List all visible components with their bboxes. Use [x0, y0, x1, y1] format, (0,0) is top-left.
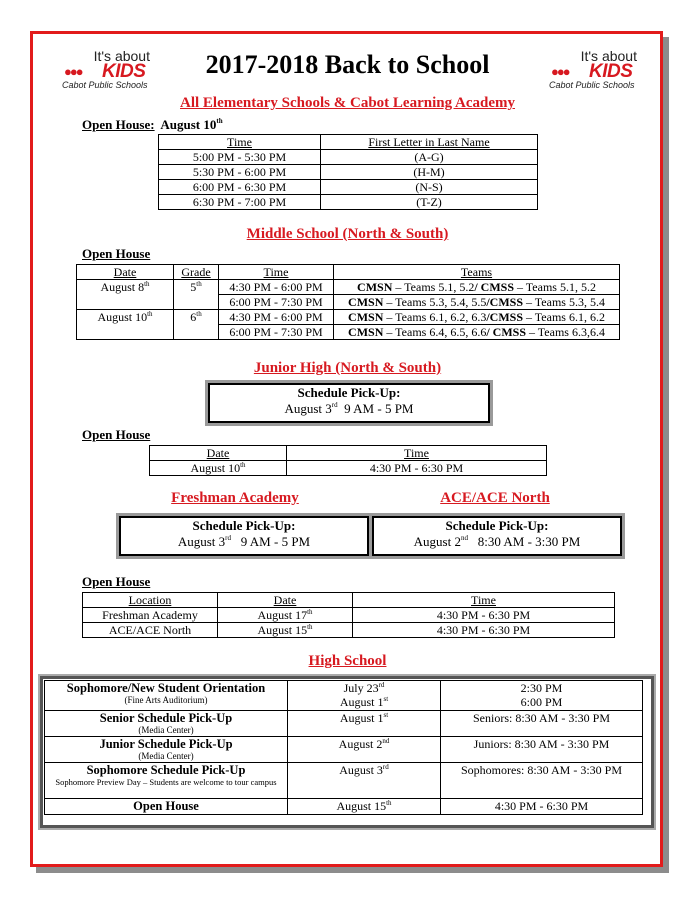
ace-heading: ACE/ACE North [440, 490, 550, 506]
table-row: 6:00 PM - 7:30 PM CMSN – Teams 6.4, 6.5, 6.6/ CMSS – Teams 6.3,6.4 [77, 325, 620, 340]
freshman-academy-heading: Freshman Academy [171, 490, 299, 506]
table-row: Sophomore/New Student Orientation (Fine Arts Auditorium) July 23rd August 1st 2:30 PM 6:00 PM [45, 681, 643, 711]
table-row: Junior Schedule Pick-Up (Media Center) August 2nd Juniors: 8:30 AM - 3:30 PM [45, 737, 643, 763]
junior-high-heading: Junior High (North & South) [253, 360, 442, 376]
middle-open-house-label: Open House [82, 246, 151, 261]
fa-open-house-table: Location Date Time Freshman Academy August 17th 4:30 PM - 6:30 PM ACE/ACE North August 15th 4:30 PM - 6:30 PM [82, 592, 615, 638]
table-row: Senior Schedule Pick-Up (Media Center) August 1st Seniors: 8:30 AM - 3:30 PM [45, 711, 643, 737]
table-row: Freshman Academy August 17th 4:30 PM - 6:30 PM [83, 608, 615, 623]
table-row: ACE/ACE North August 15th 4:30 PM - 6:30 PM [83, 623, 615, 638]
elementary-open-house: Open House: August 10th [82, 117, 223, 132]
kids-figures-icon: ●●● [551, 64, 569, 79]
freshman-pickup-box: Schedule Pick-Up: August 3rd 9 AM - 5 PM [119, 516, 369, 556]
table-row: 6:00 PM - 7:30 PM CMSN – Teams 5.3, 5.4, 5.5/CMSS – Teams 5.3, 5.4 [77, 295, 620, 310]
table-row: 5:30 PM - 6:00 PM (H-M) [159, 165, 538, 180]
elementary-table: Time First Letter in Last Name 5:00 PM - 5:30 PM (A-G) 5:30 PM - 6:00 PM (H-M) 6:00 PM - 6:30 PM (N-S) 6:30 PM - 7:00 PM (T-Z) [158, 134, 538, 210]
page-title: 2017-2018 Back to School [205, 50, 490, 79]
table-row: August 10th 4:30 PM - 6:30 PM [150, 461, 547, 476]
kids-figures-icon: ●●● [64, 64, 82, 79]
cabot-logo-right: It's about ●●● KIDS Cabot Public Schools [549, 48, 637, 90]
table-row: August 10th 6th 4:30 PM - 6:00 PM CMSN – Teams 6.1, 6.2, 6.3/CMSS – Teams 6.1, 6.2 [77, 310, 620, 325]
table-row: Sophomore Schedule Pick-Up Sophomore Preview Day – Students are welcome to tour campus August 3rd Sophomores: 8:30 AM - 3:30 PM [45, 763, 643, 799]
middle-school-heading: Middle School (North & South) [246, 226, 449, 242]
high-school-table [44, 680, 643, 815]
table-row: August 8th 5th 4:30 PM - 6:00 PM CMSN – Teams 5.1, 5.2/ CMSS – Teams 5.1, 5.2 [77, 280, 620, 295]
table-row: 5:00 PM - 5:30 PM (A-G) [159, 150, 538, 165]
table-row: 6:30 PM - 7:00 PM (T-Z) [159, 195, 538, 210]
middle-school-table: Date Grade Time Teams August 8th 5th 4:30 PM - 6:00 PM CMSN – Teams 5.1, 5.2/ CMSS – Teams 5.1, 5.2 6:00 PM - 7:30 PM CMSN – Teams 5.3, 5.4, 5.5/CMSS – Teams 5.3, 5.4 August 10th 6th 4:30 PM - 6:00 PM CMSN – Teams 6.1, 6.2, 6.3/CMSS – Teams 6.1, 6.2 6:00 PM - 7:30 PM CMSN – Teams 6.4, 6.5, 6.6/ CMSS – Teams 6.3,6.4 [76, 264, 620, 340]
elementary-heading: All Elementary Schools & Cabot Learning Academy [180, 95, 515, 111]
ace-pickup-box: Schedule Pick-Up: August 2nd 8:30 AM - 3:30 PM [372, 516, 622, 556]
table-row: Open House August 15th 4:30 PM - 6:30 PM [45, 799, 643, 815]
high-school-heading: High School [308, 653, 387, 669]
cabot-logo-left: It's about ●●● KIDS Cabot Public Schools [62, 48, 150, 90]
table-row: 6:00 PM - 6:30 PM (N-S) [159, 180, 538, 195]
junior-pickup-box: Schedule Pick-Up: August 3rd 9 AM - 5 PM [208, 383, 490, 423]
fa-open-house-label: Open House [82, 574, 151, 589]
junior-open-house-label: Open House [82, 427, 151, 442]
junior-open-house-table: Date Time August 10th 4:30 PM - 6:30 PM [149, 445, 547, 476]
